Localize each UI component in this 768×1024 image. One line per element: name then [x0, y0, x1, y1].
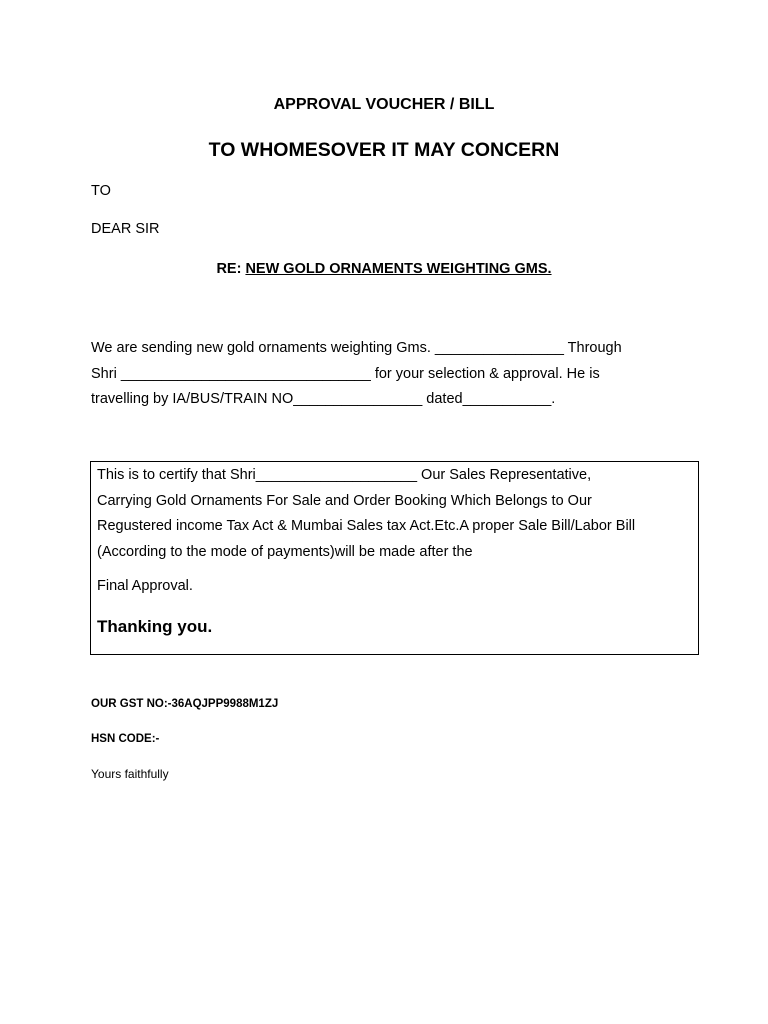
closing-line: Yours faithfully: [91, 767, 169, 781]
certificate-text: [97, 463, 635, 565]
subject-prefix: RE:: [216, 261, 246, 277]
subject-text: NEW GOLD ORNAMENTS WEIGHTING GMS.: [245, 261, 552, 277]
certificate-line: Carrying Gold Ornaments For Sale and Order Booking Which Belongs to Our: [97, 492, 592, 509]
to-label: TO: [91, 183, 111, 199]
body-line: We are sending new gold ornaments weighting Gms. ________________ Through: [91, 340, 622, 356]
body-line: travelling by IA/BUS/TRAIN NO________________ dated___________.: [91, 391, 556, 407]
certificate-line: This is to certify that Shri____________________ Our Sales Representative,: [97, 467, 592, 483]
salutation: DEAR SIR: [91, 221, 160, 237]
document-title: APPROVAL VOUCHER / BILL: [273, 96, 495, 113]
certificate-box: [90, 461, 699, 655]
certificate-final-approval: Final Approval.: [97, 578, 193, 594]
subject-line: [0, 261, 768, 277]
certificate-line: Regustered income Tax Act & Mumbai Sales tax Act.Etc.A proper Sale Bill/Labor Bill: [97, 518, 636, 534]
gst-number: OUR GST NO:-36AQJPP9988M1ZJ: [91, 698, 279, 710]
body-paragraph: [91, 336, 622, 413]
body-line: Shri _______________________________ for your selection & approval. He is: [91, 365, 600, 382]
document-subtitle: TO WHOMESOVER IT MAY CONCERN: [208, 139, 560, 161]
certificate-line: (According to the mode of payments)will be made after the: [97, 543, 473, 560]
hsn-code: HSN CODE:-: [91, 733, 160, 745]
certificate-thanks: Thanking you.: [97, 617, 213, 636]
